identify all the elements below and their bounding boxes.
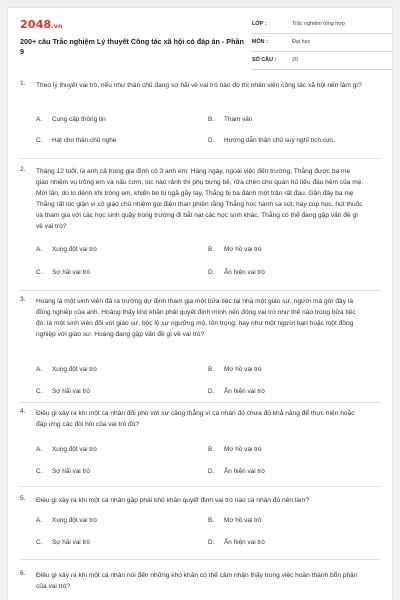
question-text: Điều gì xảy ra khi một cá nhân gặp phải khó khăn quyết định vai trò nào cá nhân đó nên làm? — [36, 497, 310, 504]
divider — [20, 559, 380, 560]
document-page — [8, 8, 392, 600]
option-d[interactable] — [208, 269, 265, 276]
option-text: Sợ hãi vai trò — [52, 468, 90, 475]
divider — [20, 402, 380, 403]
option-letter: B. — [208, 246, 215, 253]
logo-text: 2048 — [20, 18, 52, 31]
option-text: Ẩn hiện vai trò — [224, 388, 265, 395]
meta-key: LỚP : — [252, 21, 267, 27]
option-b[interactable] — [208, 116, 252, 123]
option-letter: B. — [208, 517, 215, 524]
option-text: Mơ hồ vai trò — [224, 517, 262, 524]
option-text: Ẩn hiện vai trò — [224, 468, 265, 475]
meta-value: Trắc nghiệm tổng hợp — [292, 21, 345, 27]
meta-table — [252, 18, 392, 72]
question-number: 5. — [20, 495, 26, 502]
option-text: Sợ hãi vai trò — [52, 388, 90, 395]
option-text: Xung đột vai trò — [52, 446, 97, 453]
meta-value: 20 — [292, 57, 298, 63]
option-letter: B. — [208, 446, 215, 453]
logo-suffix: .vn — [51, 23, 63, 30]
option-text: Ẩn hiện vai trò — [224, 269, 265, 276]
option-a[interactable] — [36, 246, 97, 253]
option-d[interactable] — [208, 388, 265, 395]
document-header — [20, 18, 380, 70]
option-text: Mơ hồ vai trò — [224, 366, 262, 373]
meta-row-count — [252, 54, 392, 70]
option-letter: A. — [36, 116, 43, 123]
meta-value: Đại học — [292, 39, 311, 45]
option-text: Mơ hồ vai trò — [224, 246, 262, 253]
option-a[interactable] — [36, 116, 106, 123]
option-letter: D. — [208, 539, 215, 546]
option-letter: D. — [208, 137, 215, 144]
question-number: 1. — [20, 80, 26, 87]
meta-row-subject — [252, 36, 392, 52]
option-text: Ẩn hiện vai trò — [224, 539, 265, 546]
option-b[interactable] — [208, 517, 262, 524]
option-letter: A. — [36, 366, 43, 373]
option-letter: C. — [36, 539, 43, 546]
option-letter: D. — [208, 388, 215, 395]
meta-key: SỐ CÂU : — [252, 57, 277, 63]
option-d[interactable] — [208, 137, 335, 144]
option-letter: D. — [208, 468, 215, 475]
option-letter: A. — [36, 246, 43, 253]
option-b[interactable] — [208, 246, 262, 253]
question-1 — [20, 80, 380, 166]
question-text: Hoàng là một sinh viên đã ra trường dự định tham gia một bữa tiệc tại nhà một giáo sư, người mà gửi đây là đồng nghiệp của anh. Hoàng thấy khó khăn phải quyết định mình nên đóng vai trò như thế nào trong bữa tiệc đó: là một sinh viên đối với giáo sư, bộc lộ sự ngưỡng mộ, tôn trọng, hay như một người bạn hoặc một đồng nghiệp với giáo sư. Hoàng đang gặp vấn đề gì về vai trò? — [36, 298, 356, 338]
meta-row-class — [252, 18, 392, 34]
option-c[interactable] — [36, 468, 90, 475]
option-letter: C. — [36, 269, 43, 276]
option-b[interactable] — [208, 366, 262, 373]
option-text: Tham vấn — [224, 116, 253, 123]
option-letter: C. — [36, 468, 43, 475]
option-d[interactable] — [208, 468, 265, 475]
option-letter: A. — [36, 446, 43, 453]
option-text: Sợ hãi vai trò — [52, 539, 90, 546]
option-letter: A. — [36, 517, 43, 524]
site-logo[interactable] — [20, 18, 62, 31]
question-6 — [20, 570, 380, 600]
option-letter: C. — [36, 137, 43, 144]
option-c[interactable] — [36, 539, 90, 546]
option-a[interactable] — [36, 446, 97, 453]
option-text: Xung đột vai trò — [52, 366, 97, 373]
option-d[interactable] — [208, 539, 265, 546]
question-4 — [20, 408, 380, 496]
meta-key: MÔN : — [252, 39, 268, 45]
question-text: Tháng 12 tuổi, là anh cả trong gia đình có 3 anh em. Hàng ngày, ngoài việc đến trường, Thắng được ba mẹ giao nhiệm vụ trông em và nấu cơm, lúc nào rảnh thì phụ bưng bê, rửa chén cho quán hủ tiếu đầu hẻm của mẹ. Mới lần, do lo dềnh khi trông em, khiến bé bị ngã gãy tay, Thắng bị ba đánh một trận rất đau. Gần đây ba mẹ Thắng rất lúc giận vì cô giáo chủ nhiệm gọi điện than phiền rằng Thắng học hành sa sút, hay cúp học, hút thuốc và tham gia với các học sinh quậy trong trường đi bắt nạt các học sinh khác. Thắng có thể đang gặp vấn đề gì về vai trò? — [36, 168, 364, 230]
question-text: Điều gì xảy ra khi một cá nhân đối phó với sự căng thẳng vì cá nhân đó chưa đủ khả năng để thực hiện hoặc đáp ứng các đòi hỏi của vai trò đó? — [36, 410, 355, 428]
option-text: Cung cấp thông tin — [52, 116, 106, 123]
option-a[interactable] — [36, 366, 97, 373]
question-2 — [20, 166, 380, 296]
question-number: 4. — [20, 408, 26, 415]
divider — [20, 290, 380, 291]
option-text: Xung đột vai trò — [52, 246, 97, 253]
option-letter: B. — [208, 116, 215, 123]
question-number: 6. — [20, 570, 26, 577]
option-text: Sợ hãi vai trò — [52, 269, 90, 276]
option-letter: B. — [208, 366, 215, 373]
option-c[interactable] — [36, 137, 116, 144]
option-text: Mơ hồ vai trò — [224, 446, 262, 453]
question-text: Theo lý thuyết vai trò, nếu như thân chủ đang sợ hãi về vai trò nào đó thì nhân viên công tác xã hội nên làm gì? — [36, 82, 362, 89]
question-number: 2. — [20, 166, 26, 173]
option-c[interactable] — [36, 388, 90, 395]
option-text: Hát cho thân chủ nghe — [52, 137, 117, 144]
option-b[interactable] — [208, 446, 262, 453]
divider — [20, 486, 380, 487]
option-text: Xung đột vai trò — [52, 517, 97, 524]
option-letter: D. — [208, 269, 215, 276]
question-text: Điều gì xảy ra khi một cá nhân nói đến những khó khăn có thể cảm nhận thấy trong việc hoàn thành bổn phận của vai trò? — [36, 572, 358, 590]
option-text: Hướng dẫn thân chủ suy nghĩ tích cực. — [224, 137, 336, 144]
option-a[interactable] — [36, 517, 97, 524]
question-3 — [20, 296, 380, 406]
divider — [20, 158, 380, 159]
question-number: 3. — [20, 296, 26, 303]
page-title: 200+ câu Trắc nghiệm Lý thuyết Công tác xã hội có đáp án - Phần 9 — [20, 37, 244, 56]
option-c[interactable] — [36, 269, 90, 276]
question-5 — [20, 495, 380, 565]
option-letter: C. — [36, 388, 43, 395]
